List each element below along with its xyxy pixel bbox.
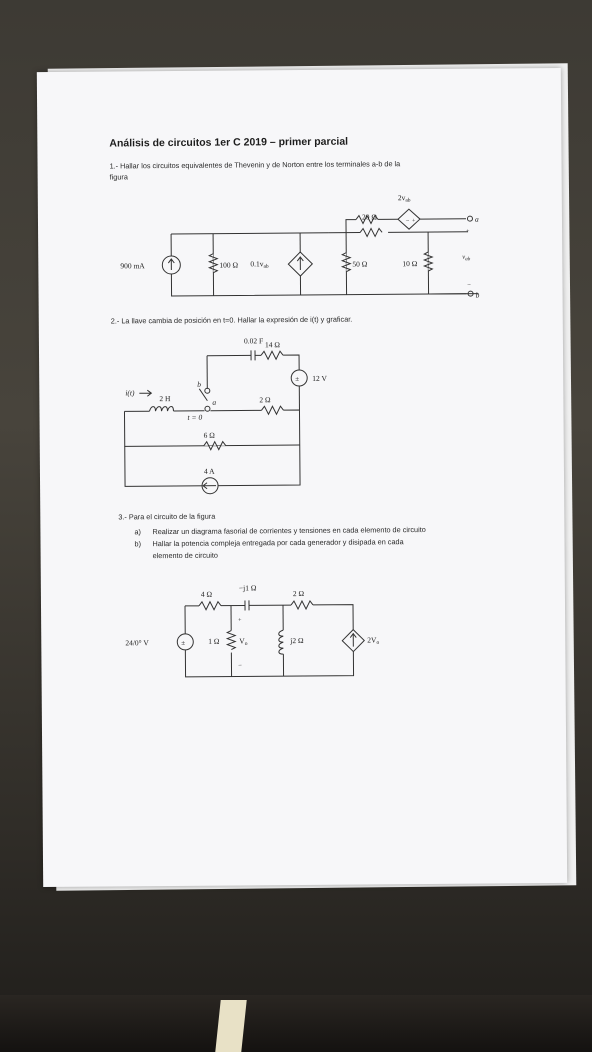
problem-3b-label: b) [134,539,142,549]
c3-label-vsrc: 24/0° V [125,638,149,648]
c2-switch-b: b [197,379,202,389]
c2-vsrc-plus: ± [295,375,300,384]
problem-2-text: 2.- La llave cambia de posición en t=0. Hallar la expresión de i(t) y graficar. [110,314,353,326]
tape-strip [215,1000,246,1052]
c1-label-r50: 50 Ω [352,259,368,269]
c3-label-ind: j2 Ω [290,635,304,646]
c2-label-2h: 2 H [159,394,171,404]
c1-diamond-plus: + [411,218,416,225]
c2-label-r14: 14 Ω [264,340,280,350]
problem-3a-label: a) [134,527,141,537]
exam-title: Análisis de circuitos 1er C 2019 – primer parcial [109,135,349,150]
problem-3b-text: Hallar la potencia compleja entregada por cada generador y disipada en cada [152,537,404,549]
exam-sheet [37,68,567,887]
c1-label-dep-voltage: $2v_{ab}$ [397,193,411,204]
c1-label-dep-current: $0.1v_{ab}$ [250,259,269,270]
problem-1-text: 1.- Hallar los circuitos equivalentes de Thevenin y de Norton entre los terminales a-b de la [109,159,401,171]
c1-plus: + [466,228,470,235]
c2-label-t0: t = 0 [187,412,203,422]
problem-1-text-cont: figura [109,172,128,182]
c2-label-it: i(t) [125,388,135,398]
c1-label-r100: 100 Ω [219,260,239,270]
c2-switch-a: a [212,397,217,407]
c2-label-12v: 12 V [312,373,327,383]
c2-label-r6: 6 Ω [203,430,215,440]
c1-terminal-b: b [475,290,480,300]
c1-label-r10: 10 Ω [402,259,418,269]
problem-3-text: 3.- Para el circuito de la figura [118,511,216,522]
c1-minus: – [467,281,471,288]
circuit-3-diagram [37,68,567,887]
c2-label-4a: 4 A [203,466,215,476]
c3-label-r1: 1 Ω [208,636,220,646]
c2-label-r2: 2 Ω [259,395,271,405]
c3-vo-plus: + [238,617,242,624]
desk-background [0,995,592,1052]
c2-label-cap: 0.02 F [243,336,264,346]
c3-vsrc-plus: ± [181,638,186,647]
c1-label-r20: 20 Ω [361,212,377,222]
c1-vab: $v_{ab}$ [462,253,471,263]
c1-diamond-minus: – [405,218,410,225]
c1-label-source: 900 mA [120,261,145,271]
c3-label-dep: $2V_o$ [367,635,380,646]
problem-3b-text-cont: elemento de circuito [152,550,218,561]
c3-label-cap: −j1 Ω [238,583,257,593]
c3-label-r4: 4 Ω [200,589,213,599]
c3-label-r2: 2 Ω [292,588,305,599]
c1-terminal-a: a [474,214,479,224]
problem-3a-text: Realizar un diagrama fasorial de corrientes y tensiones en cada elemento de circuito [152,525,426,537]
c3-label-vo: $V_o$ [239,636,248,647]
c3-vo-minus: – [238,662,242,669]
